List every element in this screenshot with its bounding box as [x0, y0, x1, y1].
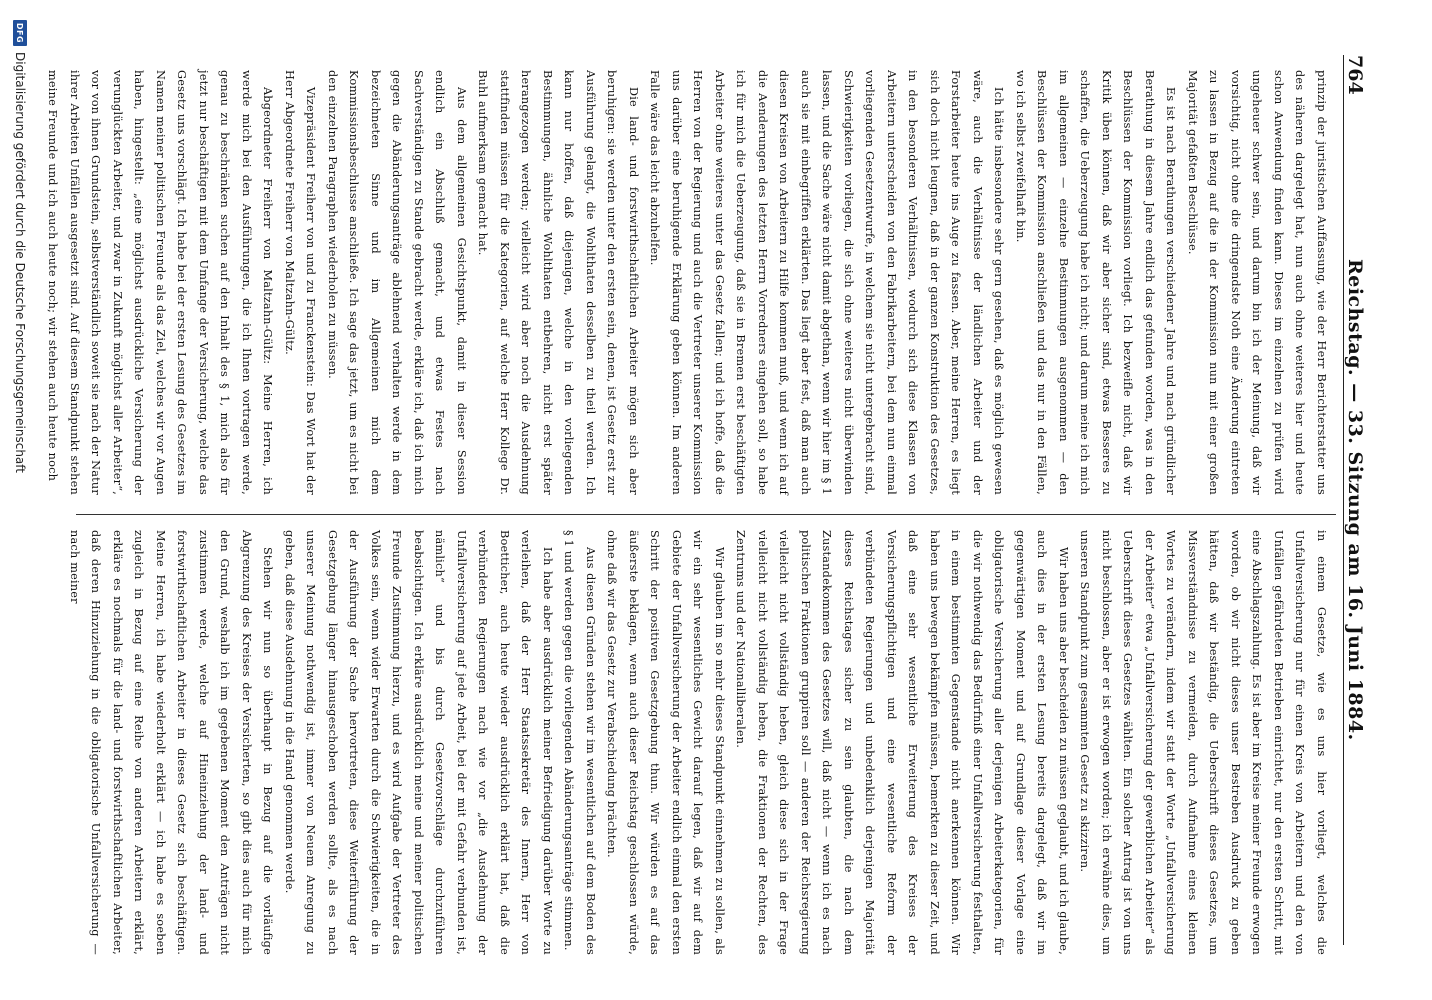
paragraph: Ich hätte insbesondere sehr gern gesehen, daß es möglich gewesen wäre, auch die Verhältnisse der ländlichen Arbeiter und der Forstarbeiter heute ins Auge zu fassen. Aber, meine Herren, es liegt sich doch nicht leugnen, daß in der ganzen Konstruktion des Gesetzes, in den besonderen Verhältnissen, wodurch sich diese Klassen von Arbeitern unterscheiden von den Fabrikarbeitern, bei dem nun einmal vorliegenden Gesetzentwurfe, in welchem sie nicht untergebracht sind, Schwierigkeiten vorliegen, die sich ohne weiteres nicht überwinden lassen, und die Sache wäre nicht damit abgethan, wenn wir hier im § 1 auch sie mit einbegriffen erklärten. Das liegt aber fest, daß man auch diesen Kreisen von Arbeitern zu Hilfe kommen muß, und wenn ich auf die Aenderungen des letzten Herrn Vorredners eingehen soll, so habe ich für mich die Ueberzeugung, daß sie in Bremen erst beschäftigten Arbeiter ohne weiteres unter das Gesetz fallen; und ich hoffe, daß die Herren von der Regierung und auch die Vertreter unserer Kommission uns darüber eine beruhigende Erklärung geben können. Im anderen Falle wäre das leicht abzuhelfen. [648, 70, 1006, 495]
paragraph: in einem Gesetze, wie es uns hier vorliegt, welches die Unfallversicherung nur für einen Kreis von Arbeitern und den von Unfällen gefährdeten Betrieben einrichtet, nur den ersten Schritt, mit eine Abschlagszahlung. Es ist aber im Kreise meiner Freunde erwogen worden, ob wir nicht dieses unser Bestreben Ausdruck zu geben hätten, daß wir beständig, die Ueberschrift dieses Gesetzes, um Missverständnisse zu vermeiden, durch Aufnahme eines kleinen Wortes zu verändern, indem wir statt der Worte „Unfallversicherung der Arbeiter“ etwa „Unfallversicherung der gewerblichen Arbeiter“ als Ueberschrift dieses Gesetzes wählten. Ein solcher Antrag ist von uns nicht beschlossen, aber er ist erwogen worden; ich erwähne dies, um unseren Standpunkt zum gesammten Gesetz zu skizziren. [1078, 530, 1328, 955]
paragraph: Es ist nach Berathungen verschiedener Jahre und nach gründlicher Berathung in diesem Jahre endlich das gefunden worden, was in den Beschlüssen der Kommission vorliegt. Ich bezweifle nicht, daß wir Kritik üben können, daß wir aber sicher sind, etwas Besseres zu schaffen, die Ueberzeugung habe ich nicht; und darum meine ich mich im allgemeinen — einzelne Bestimmungen ausgenommen — den Beschlüssen der Kommission anschließen und das nur in den Fällen, wo ich selbst zweifelhaft bin. [1014, 70, 1178, 495]
paragraph: Aus dem allgemeinen Gesichtspunkt, damit in dieser Session endlich ein Abschluß gemacht, und etwas Festes nach Sachverständigen zu Stande gebracht werde, erkläre ich, daß ich mich gegen die Abänderungsanträge ablehnend verhalten werde in dem bezeichneten Sinne und im Allgemeinen mich dem Kommissionsbeschlusse anschließe. Ich sage das jetzt, um es nicht bei den einzelnen Paragraphen wiederholen zu müssen. [326, 70, 468, 495]
paragraph: Ich habe aber ausdrücklich meiner Befriedigung darüber Worte zu verleihen, daß der Herr Staatssekretär des Innern, Herr von Boetticher, auch heute wieder ausdrücklich erklärt hat, daß die verbündeten Regierungen nach wie vor „die Ausdehnung der Unfallversicherung auf jede Arbeit, bei der mit Gefahr verbunden ist, nämlich“ und bis durch Gesetzvorschläge durchzuführen beabsichtigen. Ich erkläre ausdrücklich meine und meiner politischen Freunde Zustimmung hierzu, und es wird Aufgabe der Vertreter des Volkes sein, wenn wider Erwarten durch die Schwierigkeiten, die in der Ausführung der Sache hervortreten, diese Weiterführung der Gesetzgebung länger hinausgeschoben werden sollte, als es nach unserer Meinung nothwendig ist, immer von Neuem Anregung zu geben, daß diese Ausdehnung in die Hand genommen werde. [283, 530, 554, 955]
paragraph: Aus diesen Gründen stehen wir im wesentlichen auf dem Boden des § 1 und werden gegen die vorliegenden Abänderungsanträge stimmen. [562, 530, 597, 955]
left-column [46, 70, 1332, 495]
paragraph: Stehen wir nun so überhaupt in Bezug auf die vorläufige Abgrenzung des Kreises der Versicherten, so gibt dies auch für mich den Grund, weshalb ich im gegebenen Moment den Anträgen nicht zustimmen werde, welche auf Hineinziehung der land- und forstwirthschaftlichen Arbeiter in dieses Gesetz sich beschäftigen. Meine Herren, ich habe wiederholt erklärt — ich habe es soeben zugleich in Bezug auf eine Reihe von anderen Arbeitern erklärt, erkläre es nochmals für die land- und forstwirthschaftlichen Arbeiter, daß deren Hinzuziehung in die obligatorische Unfallversicherung — nach meiner [68, 530, 275, 955]
running-head: Reichstag. — 33. Sitzung am 16. Juni 1884. [1344, 258, 1366, 741]
page-header [1343, 55, 1374, 945]
credit-text: Digitalisierung gefördert durch die Deutsche Forschungsgemeinschaft [13, 52, 27, 474]
paragraph: prinzip der juristischen Auffassung, wie der Herr Berichterstatter uns des näheren dargelegt hat, nun auch ohne weiteres hier und heute schon Anwendung finden kann. Dieses im einzelnen zu prüfen wird ungeheuer schwer sein, und darum bin ich der Meinung, daß wir vorsichtig, nicht ohne die dringendste Noth eine Änderung eintreten zu lassen in Bezug auf die in der Kommission nun mit einer großen Majorität gefaßten Beschlüsse. [1186, 70, 1328, 495]
page-number: 764 [1344, 55, 1366, 95]
paragraph: Die land- und forstwirthschaftlichen Arbeiter mögen sich aber beruhigen: sie werden unter den ersten sein, denen, ist Gesetz erst zur Ausführung gelangt, die Wohlthaten desselben zu theil werden. Ich kann nur hoffen, daß diejenigen, welche in den vorliegenden Bestimmungen, ähnliche Wohlthaten entbehren, nicht erst später herangezogen werden; vielleicht wird aber noch die Ausdehnung stattfinden müssen für die Kategorien, auf welche Herr Kollege Dr. Buhl aufmerksam gemacht hat. [476, 70, 640, 495]
right-column [68, 530, 1332, 955]
paragraph: Vizepräsident Freiherr von und zu Franckenstein: Das Wort hat der Herr Abgeordnete Freiherr von Maltzahn-Gültz. [283, 70, 318, 495]
paragraph: Wir haben uns aber bescheiden zu müssen geglaubt, und ich glaube, auch dies in der ersten Lesung bereits dargelegt, daß wir im gegenwärtigen Moment und auf Grundlage dieser Vorlage eine obligatorische Versicherung aller derjenigen Arbeiterkategorien, für die wir nothwendig das Bedürfniß einer Unfallversicherung festhalten, in einem bestimmten Gegenstande nicht anerkennen können. Wir haben uns bewegen bekämpfen müssen, bemerkten zu dieser Zeit, und daß eine sehr wesentliche Erweiterung des Kreises der Versicherungspflichtigen und eine wesentliche Reform der verbündeten Regierungen und unbedenklich derjenigen Majorität dieses Reichstages sicher zu sein glaubten, die nach dem Zustandekommen des Gesetzes will, daß nicht — wenn ich es nach politischen Fraktionen gruppiren soll — anderen der Reichsregierung vielleicht nicht vollständig heben, gleich diese sich in der Frage vielleicht nicht vollständig heben, die Fraktionen der Rechten, des Zentrums und der Nationalliberalen. [734, 530, 1070, 955]
column-divider [76, 514, 1336, 515]
dfg-logo: DFG [13, 20, 27, 46]
paragraph: Wir glauben im so mehr dieses Standpunkt einnehmen zu sollen, als wir ein sehr wesentliches Gewicht darauf legen, daß wir auf dem Gebiete der Unfallversicherung der Arbeiter endlich einmal den ersten Schritt der positiven Gesetzgebung thun. Wir würden es auf das äußerste beklagen, wenn auch dieser Reichstag geschlossen würde, ohne daß wir das Gesetz zur Verabschiedung brächten. [605, 530, 726, 955]
digitization-credit [10, 20, 30, 980]
paragraph: Abgeordneter Freiherr von Maltzahn-Gültz: Meine Herren, ich werde mich bei den Ausführungen, die ich Ihnen vortragen werde, genau zu beschränken suchen auf den Inhalt des § 1, mich also für jetzt nur beschäftigen mit dem Umfange der Versicherung, welche das Gesetz uns vorschlägt. Ich habe bei der ersten Lesung des Gesetzes im Namen meiner politischen Freunde als das Ziel, welches wir vor Augen haben, hingestellt: „eine möglichst ausdrückliche Versicherung der verunglückten Arbeiter, und zwar in Zukunft möglichst aller Arbeiter“, vor von ihnen Grundstein, selbstverständlich soweit sie nach der Natur ihrer Arbeiten Unfällen ausgesetzt sind. Auf diesem Standpunkt stehen meine Freunde und ich auch heute noch; wir stehen auch heute noch [46, 70, 275, 495]
